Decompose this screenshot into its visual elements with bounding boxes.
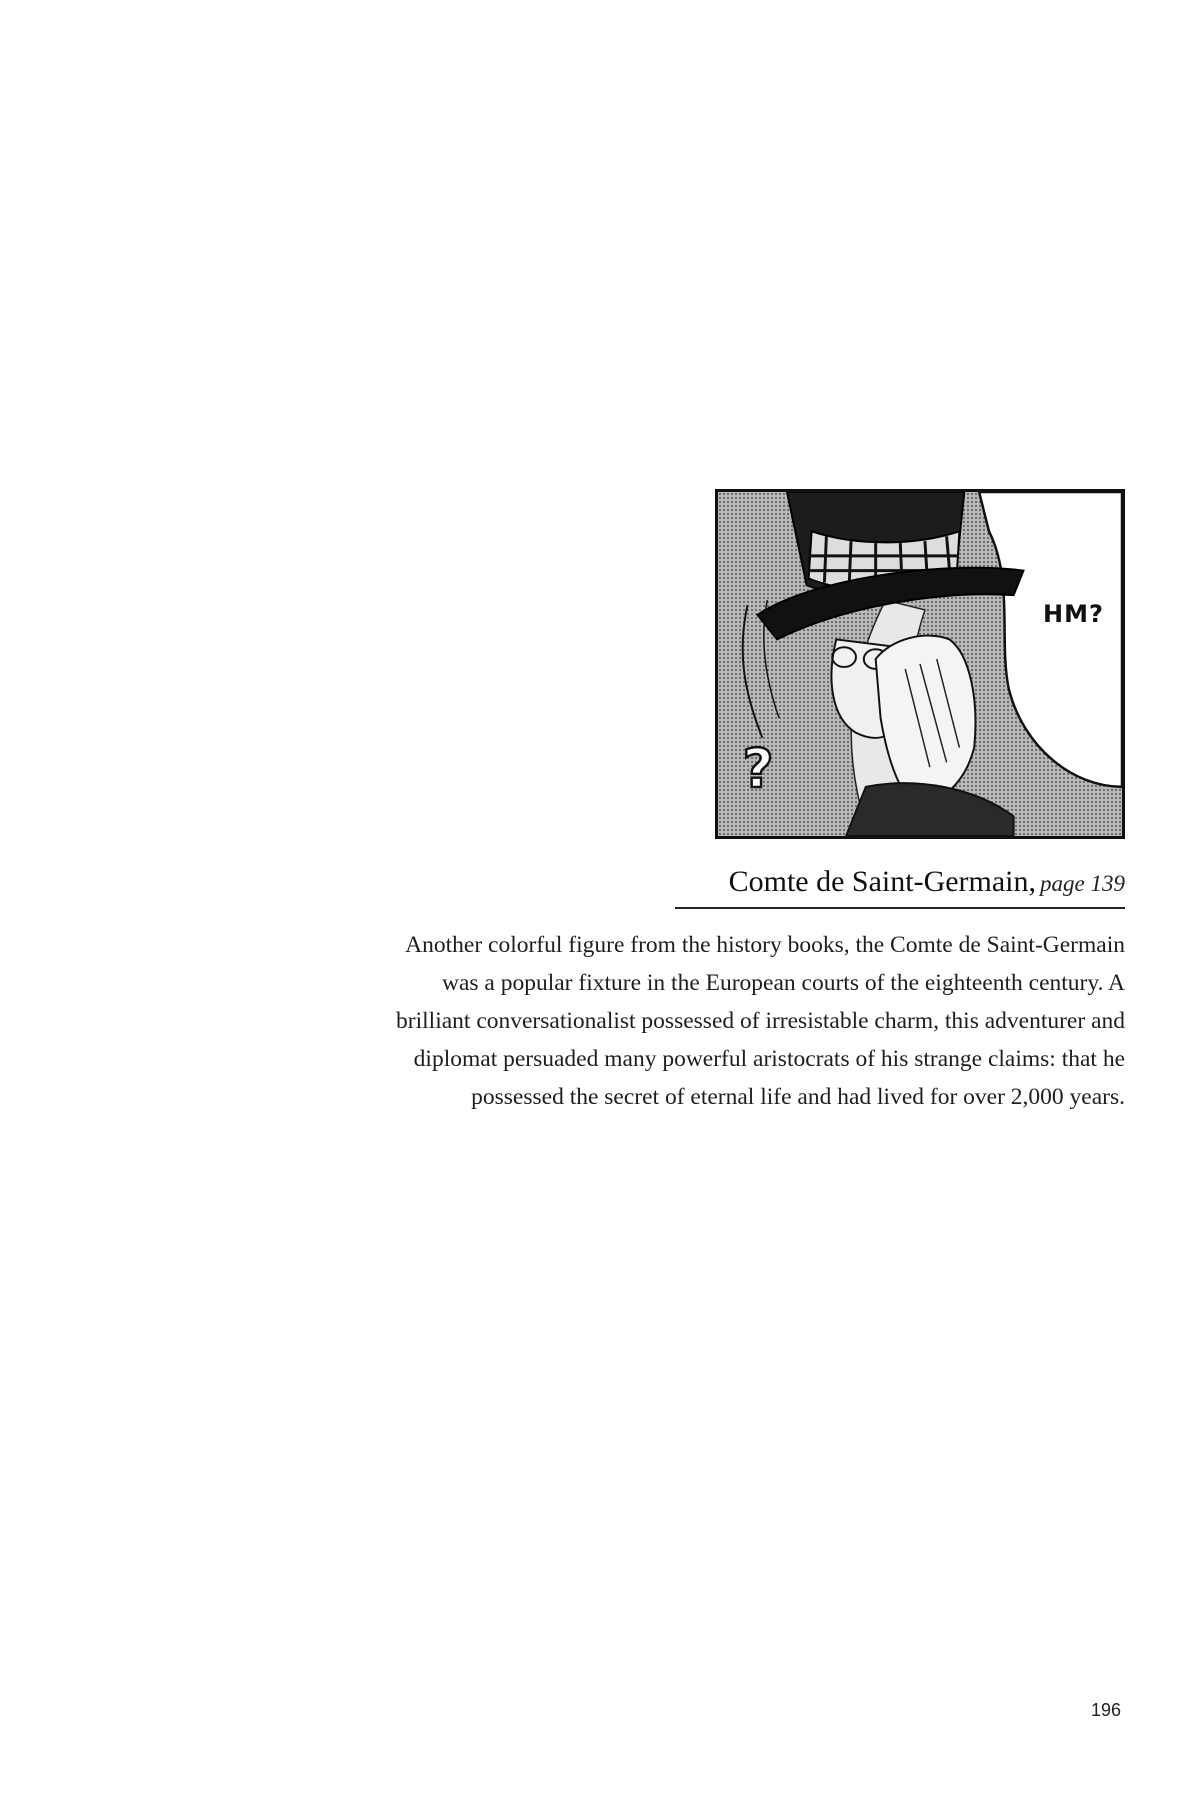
page-number: 196 (1091, 1700, 1122, 1720)
note-body-line: diplomat persuaded many powerful aristocrats of his strange claims: that he (413, 1046, 1125, 1072)
note-page-reference: page 139 (1040, 871, 1125, 896)
manga-panel-illustration (715, 489, 1125, 839)
svg-text:?: ? (742, 737, 774, 800)
note-body-line: was a popular fixture in the European courts of the eighteenth century. A (441, 970, 1125, 996)
note-body-line: brilliant conversationalist possessed of irresistable charm, this adventurer and (396, 1008, 1125, 1034)
note-body (265, 926, 1125, 1116)
note-title: Comte de Saint-Germain, (728, 865, 1037, 898)
character-drawing (718, 492, 1122, 836)
note-body-line: possessed the secret of eternal life and had lived for over 2,000 years. (471, 1084, 1125, 1110)
speech-balloon-text: HM? (1043, 600, 1104, 628)
note-heading (675, 865, 1125, 909)
note-body-line: Another colorful figure from the history books, the Comte de Saint-Germain (405, 932, 1125, 958)
